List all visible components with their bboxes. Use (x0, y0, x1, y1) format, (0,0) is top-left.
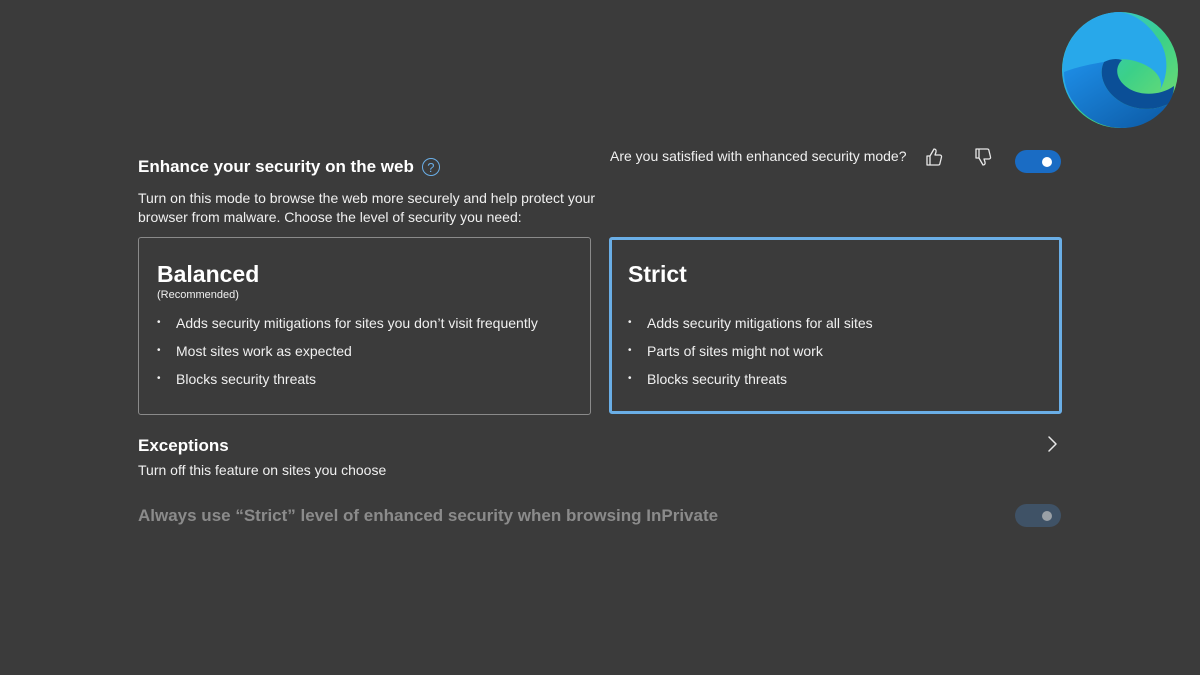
thumbs-up-icon[interactable] (924, 146, 944, 168)
balanced-title: Balanced (157, 261, 260, 287)
inprivate-label: Always use “Strict” level of enhanced security when browsing InPrivate (138, 506, 719, 525)
strict-card[interactable] (609, 237, 1062, 414)
exceptions-title[interactable]: Exceptions (138, 436, 229, 455)
list-item: • Blocks security threats (157, 369, 538, 397)
security-description: Turn on this mode to browse the web more securely and help protect your browser from malware. Choose the level of security you need: (138, 190, 596, 225)
toggle-knob (1042, 157, 1052, 167)
list-item: • Adds security mitigations for sites you don’t visit frequently (157, 313, 538, 341)
strict-bullets (628, 313, 873, 397)
list-item: • Adds security mitigations for all sites (628, 313, 873, 341)
balanced-subtitle: (Recommended) (157, 289, 239, 301)
exceptions-subtitle: Turn off this feature on sites you choose (138, 462, 387, 478)
balanced-card[interactable] (138, 237, 591, 415)
section-title (138, 157, 440, 177)
inprivate-toggle[interactable] (1015, 504, 1061, 527)
toggle-knob (1042, 511, 1052, 521)
section-title-text: Enhance your security on the web (138, 157, 414, 176)
feedback-question: Are you satisfied with enhanced security mode? (610, 148, 907, 164)
list-item: • Parts of sites might not work (628, 341, 873, 369)
enhanced-security-toggle[interactable] (1015, 150, 1061, 173)
feedback-row (610, 146, 907, 166)
list-item: • Most sites work as expected (157, 341, 538, 369)
list-item: • Blocks security threats (628, 369, 873, 397)
help-icon[interactable]: ? (422, 158, 440, 176)
balanced-bullets (157, 313, 538, 397)
strict-title: Strict (628, 261, 687, 287)
edge-logo-icon (1060, 10, 1180, 130)
chevron-right-icon[interactable] (1043, 434, 1061, 454)
thumbs-down-icon[interactable] (973, 146, 993, 168)
